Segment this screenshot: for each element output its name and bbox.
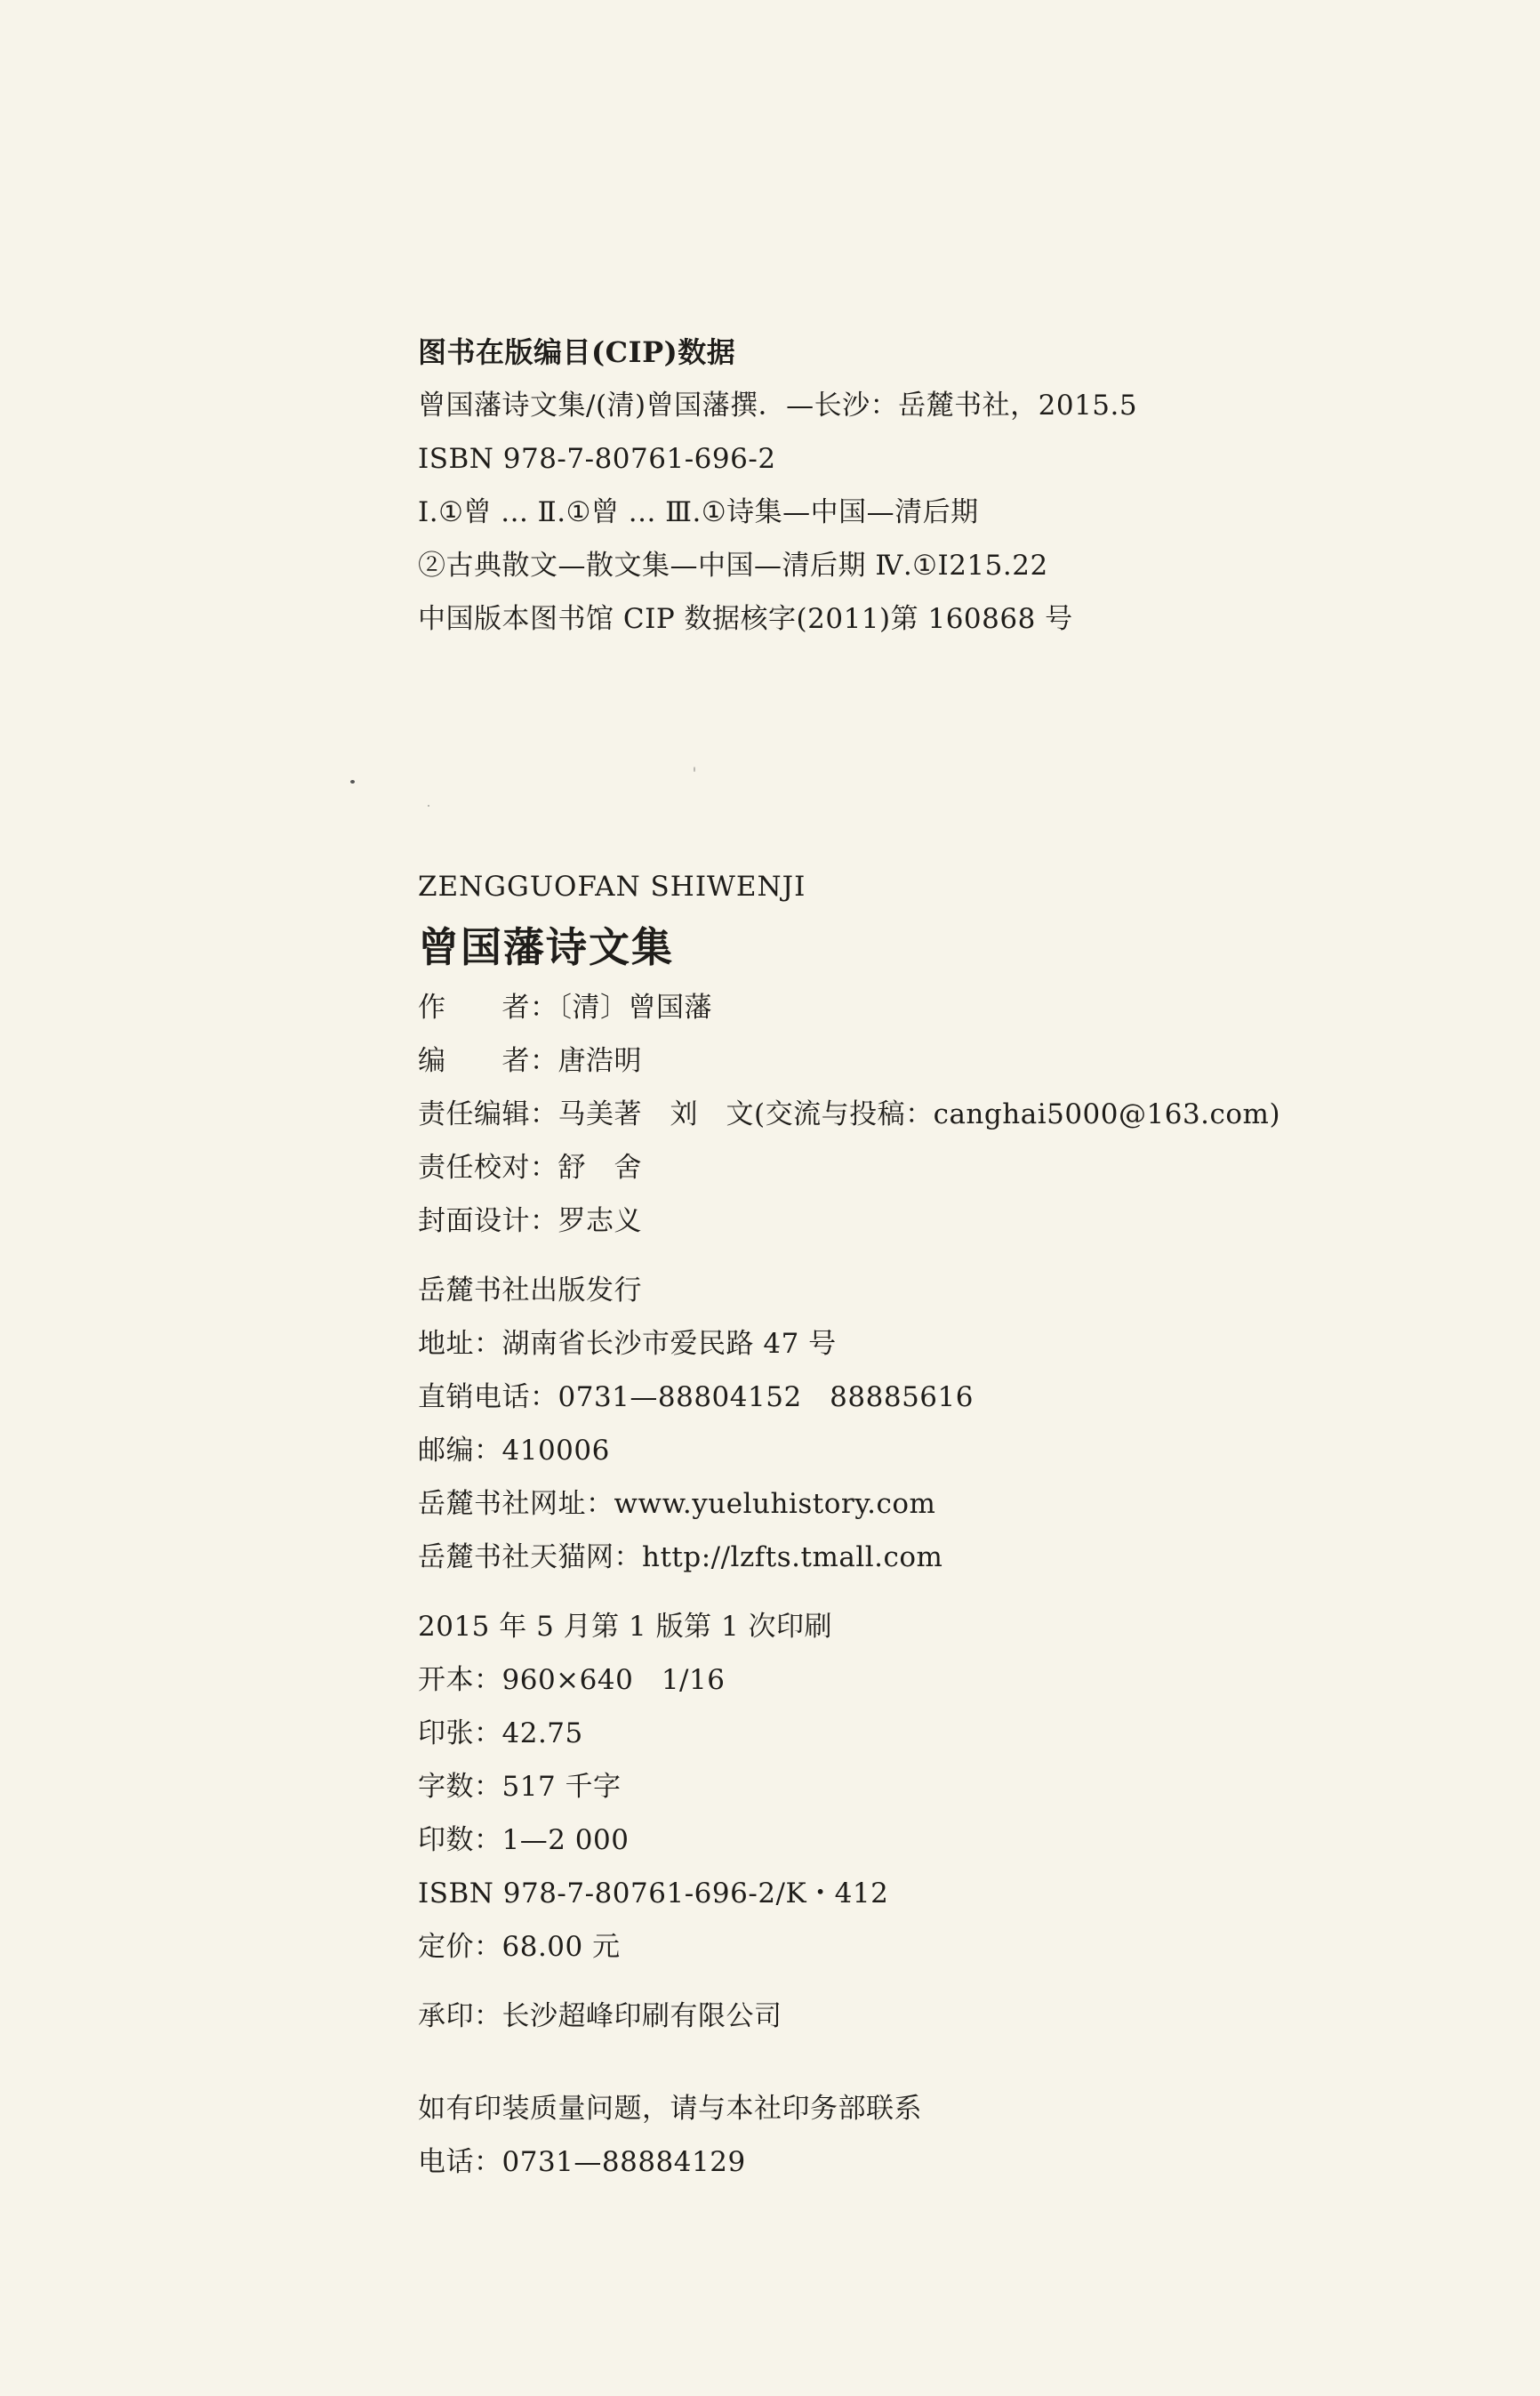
notice-line-1: 如有印装质量问题，请与本社印务部联系	[418, 2093, 922, 2125]
notice-line-2: 电话：0731—88884129	[418, 2146, 746, 2178]
print-copies: 印数：1—2 000	[418, 1824, 630, 1856]
print-edition: 2015 年 5 月第 1 版第 1 次印刷	[418, 1611, 833, 1643]
print-price: 定价：68.00 元	[418, 1931, 621, 1963]
publisher-website: 岳麓书社网址：www.yueluhistory.com	[418, 1488, 936, 1520]
scan-speck	[350, 780, 355, 784]
publisher-postcode: 邮编：410006	[418, 1435, 610, 1467]
print-sheets: 印张：42.75	[418, 1717, 583, 1749]
cip-line-5: 中国版本图书馆 CIP 数据核字(2011)第 160868 号	[418, 603, 1073, 635]
scan-speck	[694, 767, 695, 772]
publisher-name: 岳麓书社出版发行	[418, 1274, 642, 1307]
publisher-tmall: 岳麓书社天猫网：http://lzfts.tmall.com	[418, 1541, 943, 1573]
book-title: 曾国藩诗文集	[418, 923, 674, 971]
proofreader-line: 责任校对：舒 舍	[418, 1152, 642, 1184]
cip-line-4: ②古典散文—散文集—中国—清后期 Ⅳ.①I215.22	[418, 550, 1048, 582]
print-format: 开本：960×640 1/16	[418, 1664, 726, 1696]
cip-line-3: Ⅰ.①曾 ... Ⅱ.①曾 ... Ⅲ.①诗集—中国—清后期	[418, 496, 979, 528]
publisher-address: 地址：湖南省长沙市爱民路 47 号	[418, 1328, 837, 1360]
printer-line: 承印：长沙超峰印刷有限公司	[418, 2000, 782, 2032]
pinyin-title: ZENGGUOFAN SHIWENJI	[418, 871, 806, 903]
publisher-phone: 直销电话：0731—88804152 88885616	[418, 1381, 974, 1413]
print-isbn: ISBN 978-7-80761-696-2/K・412	[418, 1877, 889, 1910]
editor-line: 编 者：唐浩明	[418, 1045, 642, 1077]
cip-line-2: ISBN 978-7-80761-696-2	[418, 443, 776, 475]
book-info-block	[418, 860, 1396, 2189]
cover-design-line: 封面设计：罗志义	[418, 1205, 642, 1237]
print-words: 字数：517 千字	[418, 1771, 622, 1803]
cip-title: 图书在版编目(CIP)数据	[418, 335, 736, 369]
responsible-editor-line: 责任编辑：马美著 刘 文(交流与投稿：canghai5000@163.com)	[418, 1098, 1281, 1130]
cip-block	[418, 326, 1396, 646]
cip-line-1: 曾国藩诗文集/(清)曾国藩撰．—长沙：岳麓书社，2015.5	[418, 390, 1138, 422]
scan-speck	[428, 805, 429, 807]
author-line: 作 者：〔清〕曾国藩	[418, 992, 712, 1024]
